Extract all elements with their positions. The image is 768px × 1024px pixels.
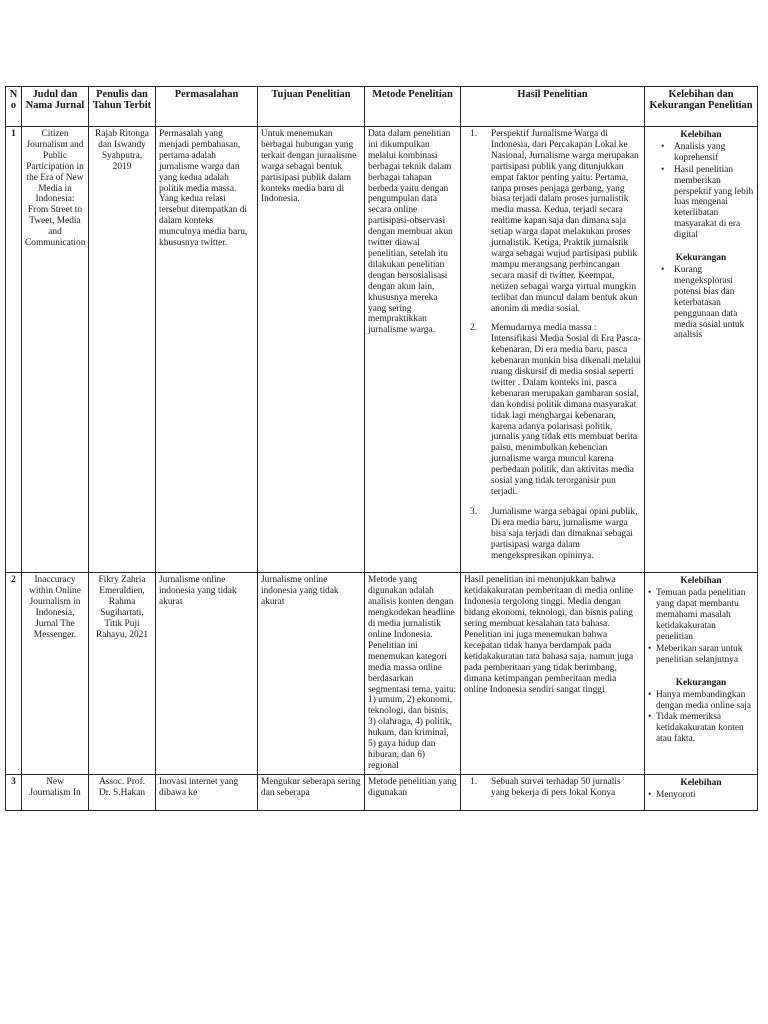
header-hasil: Hasil Penelitian (461, 87, 645, 127)
result-item (464, 507, 641, 562)
bullet-icon: • (648, 643, 652, 654)
list-item (648, 712, 754, 745)
author-year: Rajab Ritonga dan Iswandy Syahputra, 2019 (89, 127, 156, 573)
row-number: 3 (6, 774, 22, 810)
method-cell: Metode yang digunakan adalah analisis konten dengan mengkodekan headline di media jurnalistik online Indonesia. Penelitian ini menemukan kategori media massa online berdasarkan segmentasi tema, yaitu: 1) umum, 2) ekonomi, teknologi, dan bisnis, 3) olahraga, 4) politik, hukum, dan kriminal, 5) gaya hidup dan hiburan, dan 6) regional (365, 573, 461, 774)
list-item-text: Kurang mengeksplorasi potensi bias dan keterbatasan penggunaan data media sosial untuk analisis (674, 264, 745, 341)
bullet-icon: • (648, 588, 652, 599)
bullet-icon: • (661, 164, 665, 175)
strengths-list (648, 142, 754, 241)
method-cell: Metode penelitian yang digunakan (365, 774, 461, 810)
bullet-icon: • (661, 141, 665, 152)
strength-weakness-cell (645, 774, 758, 810)
author-year: Fikry Zahria Emeraldien, Rahma Sugihartati, Titik Puji Rahayu, 2021 (89, 573, 156, 774)
bullet-icon: • (661, 264, 665, 275)
row-number: 2 (6, 573, 22, 774)
list-item-text: Temuan pada penelitian yang dapat membantu memahami masalah ketidakakuratan penelitian (656, 588, 746, 642)
table-row (6, 127, 758, 573)
list-item (648, 690, 754, 712)
strength-weakness-cell (645, 573, 758, 774)
header-tujuan: Tujuan Penelitian (258, 87, 365, 127)
result-text: Memudarnya media massa : Intensifikasi Media Sosial di Era Pasca-kebenaran, Di era media baru, pasca kebenaran munkin bisa dikenali melalui ruang diskursif di media sosial seperti twitter . Dalam konteks ini, pasca kebenaran merupakan gambaran sosial, dan kondisi politik dimana masyarakat tidak lagi menghargai kebenaran, karena adanya polarisasi politik, jurnalis yang tidak etis membuat berita palsu, menimbulkan kebencian jurnalisme warga muncul karena perbedaan politik, dan aktivitas media sosial yang tidak terorganisir pun terjadi. (491, 323, 641, 497)
strengths-heading: Kelebihan (680, 777, 722, 788)
result-list (464, 129, 641, 561)
strength-weakness-cell (645, 127, 758, 573)
problem-cell: Inovasi internet yang dibawa ke (156, 774, 258, 810)
journal-title: Citizen Journalism and Public Participation in the Era of New Media in Indonesia: From Street to Tweet, Media and Communication (22, 127, 89, 573)
weaknesses-heading: Kekurangan (675, 253, 727, 264)
header-permasalahan: Permasalahan (156, 87, 258, 127)
journal-title: New Journalism In (22, 774, 89, 810)
strengths-heading: Kelebihan (680, 576, 722, 587)
list-item-text: Hanya membandingkan dengan media online saja (656, 689, 752, 711)
list-item-text: Analisis yang koprehensif (674, 141, 726, 163)
strengths-list (648, 790, 754, 801)
header-kelebihan: Kelebihan dan Kekurangan Penelitian (645, 87, 758, 127)
result-number: 3. (470, 506, 478, 517)
problem-cell: Jurnalisme online indonesia yang tidak akurat (156, 573, 258, 774)
literature-review-table (5, 86, 758, 811)
row-number: 1 (6, 127, 22, 573)
list-item (648, 165, 754, 241)
list-item (648, 142, 754, 164)
result-number: 1. (470, 776, 478, 787)
author-year: Assoc. Prof. Dr. S.Hakan (89, 774, 156, 810)
result-number: 1. (470, 129, 478, 139)
journal-title: Inaccuracy within Online Journalism in Indonesia, Jurnal The Messenger. (22, 573, 89, 774)
list-item-text: Hasil penelitian memberikan perspektif yang lebih luas mengenai keterlibatan masyarakat di era digital (674, 164, 754, 241)
result-list (464, 777, 641, 799)
list-item (648, 644, 754, 666)
table-row (6, 774, 758, 810)
method-cell: Data dalam penelitian ini dikumpulkan melalui kombinasi berbagai teknik dalam berbagai tahapan berbeda yaitu dengan pengumpulan data secara online partisipasi-observasi dengan membuat akun twitter diawal penelitian, setelah itu dilakukan penelitian dengan bersosialisasi dengan akun lain, khususnya mereka yang sering mempraktikkan jurnalisme warga. (365, 127, 461, 573)
table-row (6, 573, 758, 774)
header-row (6, 87, 758, 127)
bullet-icon: • (648, 712, 652, 723)
list-item-text: Tidak memeriksa ketidakakuratan konten atau fakta. (656, 712, 744, 745)
header-judul: Judul dan Nama Jurnal (22, 87, 89, 127)
result-item (464, 777, 641, 799)
result-text: Jurnalisme warga sebagai opini publik, Di era media baru, jurnalisme warga bisa saja terjadi dan dimaknai sebagai partisipasi warga dalam mengekspresikan opininya. (491, 506, 638, 561)
header-metode: Metode Penelitian (365, 87, 461, 127)
list-item (648, 588, 754, 643)
objective-cell: Untuk menemukan berbagai hubungan yang terkait dengan jurnalisme warga sebagai bentuk partisipasi publik dalam konteks media baru di Indonesia. (258, 127, 365, 573)
result-cell (461, 774, 645, 810)
result-text: Hasil penelitian ini menunjukkan bahwa ketidakakuratan pemberitaan di media online Indonesia tergolong tinggi. Media dengan bidang ekonomi, teknologi, dan bisnis paling sering membuat kesalahan tata bahasa. Penelitian ini juga menemukan bahwa kecepatan tidak hanya berdampak pada ketidakakuratan tata bahasa saja, namun juga pada pemberitaan yang tidak berimbang, dimana ketimpangan pemberitaan media online Indonesia sendiri sangat tinggi (464, 575, 634, 695)
result-cell (461, 127, 645, 573)
header-penulis: Penulis dan Tahun Terbit (89, 87, 156, 127)
objective-cell: Jurnalisme online indonesia yang tidak akurat (258, 573, 365, 774)
weaknesses-list (648, 690, 754, 746)
strengths-heading: Kelebihan (680, 130, 722, 140)
result-item (464, 129, 641, 314)
result-text: Perspektif Jurnalisme Warga di Indonesia, dari Percakapan Lokal ke Nasional, Jurnalisme warga merupakan partisipasi publik yang ditunjukkan empat faktor penting yaitu: Pertama, tanpa proses penjaga gerbang, yang biasa terjadi dalam proses jurnalistik media massa. Kedua, terjadi secara realtime kapan saja dan dimana saja setiap warga dapat melakukan proses jurnalistik. Ketiga, Praktik jurnalstik warga sebagai wujud partisipasi publik mampu merangsang perbincangan secara masif di twitter. Keempat, netizen sebagai warga virtual mungkin terlibat dan muncul dalam bentuk akun anonim di media sosial. (491, 129, 639, 314)
result-number: 2. (470, 323, 478, 334)
list-item-text: Menyoroti (656, 789, 696, 800)
list-item (648, 265, 754, 341)
weaknesses-list (648, 265, 754, 341)
weaknesses-heading: Kekurangan (675, 677, 727, 688)
list-item-text: Meberikan saran untuk penelitian selanjutnya (656, 643, 743, 665)
strengths-list (648, 588, 754, 665)
objective-cell: Mengukur seberapa sering dan seberapa (258, 774, 365, 810)
bullet-icon: • (648, 789, 652, 800)
problem-cell: Permasalah yang menjadi pembahasan, pertama adalah jurnalisme warga dan yang kedua adalah politik media massa. Yang kedua relasi tersebut ditempatkan di dalam konteks munculnya media baru, khususnya twitter. (156, 127, 258, 573)
bullet-icon: • (648, 689, 652, 700)
result-cell (461, 573, 645, 774)
list-item (648, 790, 754, 801)
result-text: Sebuah survei terhadap 50 jurnalis yang bekerja di pers lokal Konya (491, 776, 621, 798)
header-no: N o (6, 87, 22, 127)
result-item (464, 323, 641, 498)
